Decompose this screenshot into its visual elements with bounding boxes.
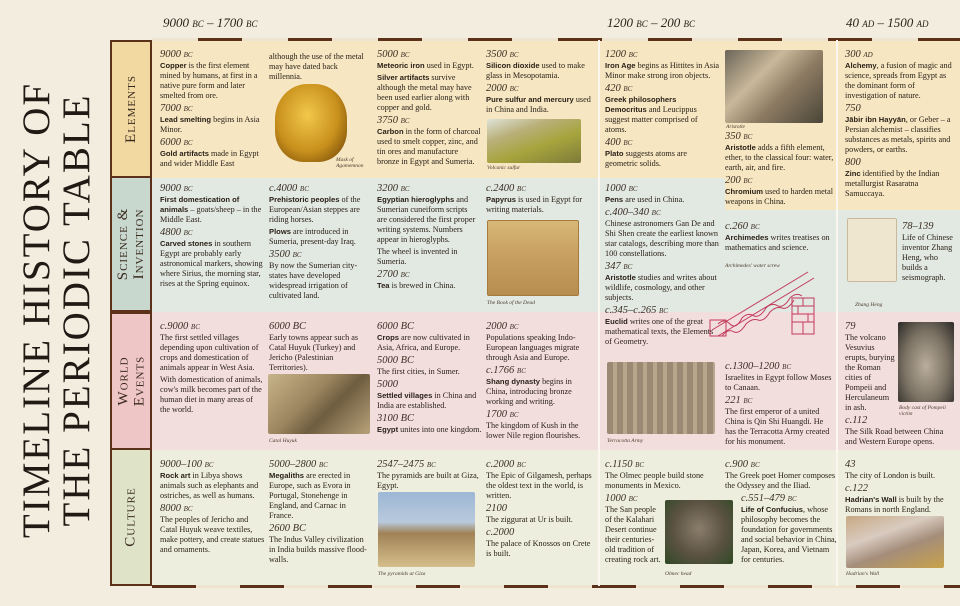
world-col-7a: 79 The volcano Vesuvius erupts, burying the Roman cities of Pompeii and Herculaneum in ash. — [845, 321, 895, 412]
culture-col-7: 43 The city of London is built. c.122 Hadrian's Wall is built by the Romans in north England. — [845, 459, 944, 514]
science-col-1: 9000 BC First domestication of animals – goats/sheep – in the Middle East. 4800 BC Carved stones in southern Egypt are probably early astronomical markers, showing where Sirius, the morning star, rises at the Spring equinox. — [160, 183, 263, 288]
mask-of-agamemnon-image — [275, 84, 347, 162]
culture-col-1: 9000–100 BC Rock art in Libya shows animals such as elephants and ostriches, as well as humans. 8000 BC The peoples of Jericho and Catal Huyuk weave textiles, make pottery, and create statues and ornaments. — [160, 459, 265, 554]
world-col-7b: c.112 The Silk Road between China and Western Europe opens. — [845, 415, 944, 446]
caption: Hadrian's Wall — [846, 571, 880, 577]
culture-col-5: c.1150 BC The Olmec people build stone monuments in Mexico. 1000 BC The San people of the Kalahari Desert continue their centuries-old tradition of creating rock art. — [605, 459, 704, 564]
volcanic-sulfur-image — [487, 119, 581, 163]
science-col-2: c.4000 BC Prehistoric peoples of the European/Asian steppes are riding horses. Plows are introduced in Sumeria, present-day Iraq. 3500 BC By now the Sumerian city-states have developed widespread irrigation of cultivated land. — [269, 183, 361, 300]
elements-col-1: 9000 BC Copper is the first element mined by humans, at first in a native pure form and later smelted from ore. 7000 BC Lead smelting begins in Asia Minor. 6000 BC Gold artifacts made in Egypt and wider Middle East — [160, 49, 260, 168]
caption: Olmec head — [665, 571, 692, 577]
era-divider-1 — [598, 40, 600, 586]
zhang-heng-image — [847, 218, 897, 282]
caption: The Book of the Dead — [487, 300, 535, 306]
caption: The pyramids at Giza — [378, 571, 426, 577]
elements-col-7: 300 AD Alchemy, a fusion of magic and science, spreads from Egypt as the dominant form of investigation of nature. 750 Jābir ibn Hayyān, or Geber – a Persian alchemist – classifies substances as metals, spirits and powders, or earths. 800 Zinc identified by the Indian metallurgist Rasaratna Samuccaya. — [845, 49, 952, 198]
terracotta-army-image — [607, 362, 715, 434]
world-col-3: 6000 BC Crops are now cultivated in Asia, Africa, and Europe. 5000 BC The first cities, in Sumer. 5000 Settled villages in China and India are established. 3100 BC Egypt unites into one kingdom. — [377, 321, 482, 434]
world-col-4: 2000 BC Populations speaking Indo-European languages migrate through Asia and Europe. c.1766 BC Shang dynasty begins in China, introducing bronze working and writing. 1700 BC The kingdom of Kush in the lower Nile region flourishes. — [486, 321, 581, 440]
row-label-science: Science & Invention — [110, 178, 152, 312]
archimedes-screw-drawing — [708, 258, 826, 340]
title-line-1: TIMELINE HISTORY OF — [15, 81, 59, 539]
row-label-culture: Culture — [110, 450, 152, 586]
science-col-6: c.260 BC Archimedes writes treatises on mathematics and science. — [725, 221, 830, 252]
elements-col-5: 1200 BC Iron Age begins as Hittites in Asia Minor make strong iron objects. 420 BC Greek philosophers Democritus and Leucippus suggest matter comprised of atoms. 400 BC Plato suggests atoms are geometric solids. — [605, 49, 719, 168]
row-label-world: World Events — [110, 312, 152, 450]
pyramids-at-giza-image — [378, 492, 475, 567]
era-header-2: 1200 BC – 200 BC — [607, 15, 696, 30]
olmec-head-image — [665, 500, 733, 564]
book-of-the-dead-image — [487, 220, 579, 296]
caption: Mask of Agamemnon — [336, 157, 364, 169]
catal-huyuk-image — [268, 374, 370, 434]
caption: Body cast of Pompeii victim — [899, 405, 946, 417]
elements-col-4: 3500 BC Silicon dioxide used to make glass in Mesopotamia. 2000 BC Pure sulfur and mercury used in China and India. — [486, 49, 591, 114]
era-header-3: 40 AD – 1500 AD — [846, 15, 929, 30]
science-col-4: c.2400 BC Papyrus is used in Egypt for writing materials. — [486, 183, 583, 214]
top-timeline-rule — [152, 38, 960, 41]
science-col-7: 78–139 Life of Chinese inventor Zhang Heng, who builds a seismograph. — [902, 221, 953, 282]
caption: Catal Huyuk — [269, 438, 297, 444]
caption: Archimedes' water screw — [725, 263, 780, 269]
culture-col-4: c.2000 BC The Epic of Gilgamesh, perhaps the oldest text in the world, is written. 2100 The ziggurat at Ur is built. c.2000 The palace of Knossos on Crete is built. — [486, 459, 592, 558]
world-col-6: c.1300–1200 BC Israelites in Egypt follow Moses to Canaan. 221 BC The first emperor of a united China is Qin Shi Huangdi. He has the Terracotta Army created for his monument. — [725, 361, 832, 446]
culture-col-2: 5000–2800 BC Megaliths are erected in Europe, such as Evora in Portugal, Stonehenge in England, and Carnac in France. 2600 BC The Indus Valley civilization in India builds massive flood-walls. — [269, 459, 367, 564]
culture-col-6: c.900 BC The Greek poet Homer composes the Odyssey and the Iliad. c.551–479 BC Life of Confucius, whose philosophy becomes the foundation for governments and social behavior in China, Japan, Korea, and Vietnam for centuries. — [725, 459, 837, 564]
page-title — [14, 40, 100, 580]
aristotle-image — [725, 50, 823, 123]
era-header-1: 9000 BC – 1700 BC — [163, 15, 258, 30]
caption: Terracotta Army — [607, 438, 644, 444]
caption: Zhang Heng — [855, 302, 883, 308]
caption: Volcanic sulfur — [487, 165, 521, 171]
title-line-2: THE PERIODIC TABLE — [55, 93, 99, 527]
bottom-timeline-rule — [152, 585, 960, 588]
caption: Aristotle — [726, 124, 745, 130]
row-label-elements: Elements — [110, 40, 152, 178]
elements-col-6: 350 BC Aristotle adds a fifth element, ether, to the classical four: water, earth, air, and fire. 200 BC Chromium used to harden metal weapons in China. — [725, 131, 834, 206]
elements-col-3: 5000 BC Meteoric iron used in Egypt. Silver artifacts survive although the metal may have been used earlier along with copper and gold. 3750 BC Carbon in the form of charcoal used to smelt copper, zinc, and tin ores and manufacture bronze in Egypt and Sumeria. — [377, 49, 481, 166]
elements-col-2: although the use of the metal may have dated back millennia. — [269, 52, 364, 81]
world-col-1: c.9000 BC The first settled villages depending upon cultivation of crops and domestication of animals appear in West Asia. With domestication of animals, cow's milk becomes part of the human diet in many areas of the world. — [160, 321, 263, 414]
science-col-3: 3200 BC Egyptian hieroglyphs and Sumerian cuneiform scripts are considered the first proper writing systems. Numbers appear in hieroglyphs. The wheel is invented in Sumeria. 2700 BC Tea is brewed in China. — [377, 183, 476, 290]
pompeii-victim-image — [898, 322, 954, 402]
hadrians-wall-image — [846, 516, 944, 568]
culture-col-3: 2547–2475 BC The pyramids are built at Giza, Egypt. — [377, 459, 479, 490]
world-col-2: 6000 BC Early towns appear such as Catal Huyuk (Turkey) and Jericho (Palestinian Territories). — [269, 321, 359, 372]
science-col-5: 1000 BC Pens are used in China. c.400–340 BC Chinese astronomers Gan De and Shi Shen create the earliest known star catalogs, describing more than 100 constellations. 347 BC Aristotle studies and writes about wildlife, cosmology, and other subjects. c.345–c.265 BC Euclid writes one of the great mathematical texts, the Elements of Geometry. — [605, 183, 719, 346]
